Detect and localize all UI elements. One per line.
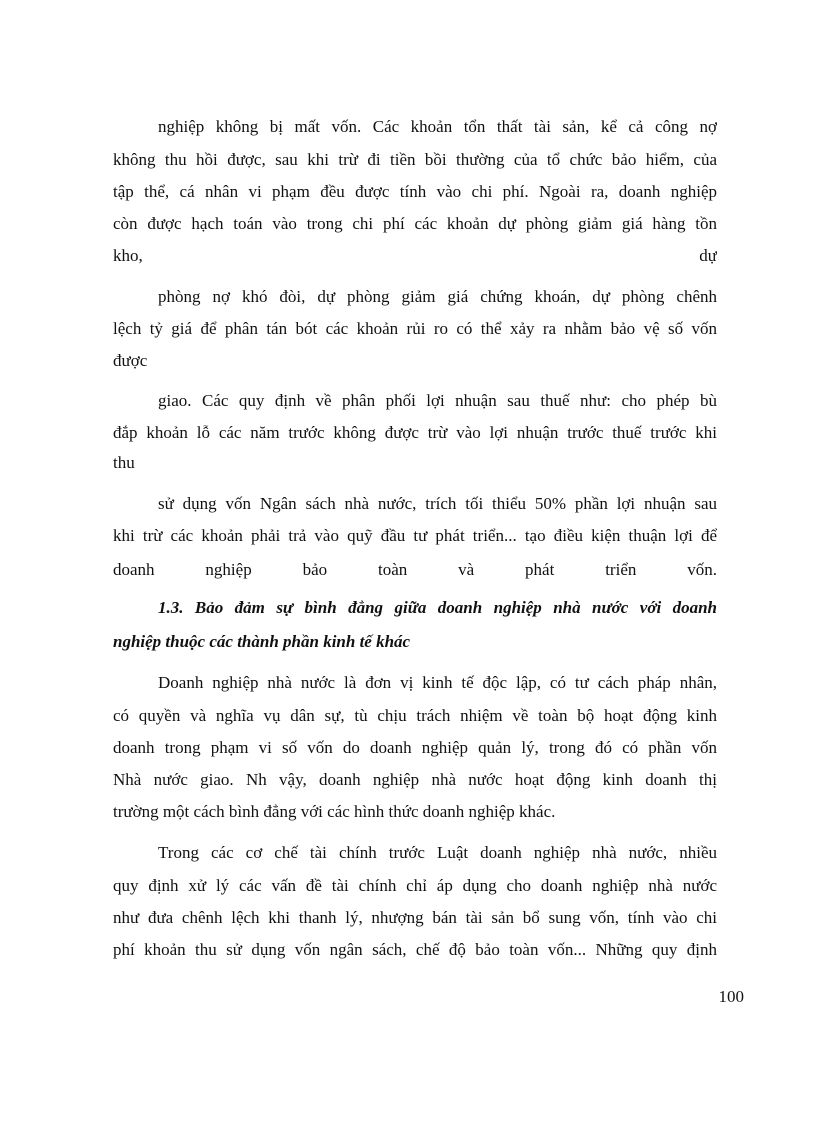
text-line: kho, dự [113, 246, 717, 265]
text-line: Trong các cơ chế tài chính trước Luật doanh nghiệp nhà nước, nhiều [158, 843, 717, 862]
text-line: trường một cách bình đẳng với các hình thức doanh nghiệp khác. [113, 802, 556, 821]
text-line: phòng nợ khó đòi, dự phòng giảm giá chứng khoán, dự phòng chênh [158, 287, 717, 306]
text-line: khi trừ các khoản phải trả vào quỹ đầu tư phát triển... tạo điều kiện thuận lợi để [113, 526, 717, 545]
text-line: còn được hạch toán vào trong chi phí các khoản dự phòng giảm giá hàng tồn [113, 214, 717, 233]
text-line: có quyền và nghĩa vụ dân sự, tù chịu trách nhiệm về toàn bộ hoạt động kinh [113, 706, 717, 725]
text-line: được [113, 351, 148, 370]
text-line: Doanh nghiệp nhà nước là đơn vị kinh tế độc lập, có tư cách pháp nhân, [158, 673, 717, 692]
text-line: đắp khoản lỗ các năm trước không được trừ vào lợi nhuận trước thuế trước khi [113, 423, 717, 442]
text-line: doanh nghiệp bảo toàn và phát triển vốn. [113, 560, 717, 579]
text-line: như đưa chênh lệch khi thanh lý, nhượng bán tài sản bổ sung vốn, tính vào chi [113, 908, 717, 927]
text-line: giao. Các quy định về phân phối lợi nhuận sau thuế như: cho phép bù [158, 391, 717, 410]
text-line: phí khoản thu sử dụng vốn ngân sách, chế độ bảo toàn vốn... Những quy định [113, 940, 717, 959]
text-line: lệch tỷ giá để phân tán bót các khoản rủi ro có thể xảy ra nhằm bảo vệ số vốn [113, 319, 717, 338]
text-line: Nhà nước giao. Nh vậy, doanh nghiệp nhà nước hoạt động kinh doanh thị [113, 770, 717, 789]
section-heading: 1.3. Bảo đảm sự bình đẳng giữa doanh nghiệp nhà nước với doanh [158, 598, 717, 617]
text-line: quy định xử lý các vấn đề tài chính chỉ áp dụng cho doanh nghiệp nhà nước [113, 876, 717, 895]
text-line: nghiệp không bị mất vốn. Các khoản tổn thất tài sản, kể cả công nợ [158, 117, 717, 136]
text-line: thu [113, 453, 135, 472]
section-heading: nghiệp thuộc các thành phần kinh tế khác [113, 632, 411, 651]
text-line: tập thể, cá nhân vi phạm đều được tính vào chi phí. Ngoài ra, doanh nghiệp [113, 182, 717, 201]
text-line: không thu hồi được, sau khi trừ đi tiền bồi thường của tổ chức bảo hiểm, của [113, 150, 717, 169]
text-line: doanh trong phạm vi số vốn do doanh nghiệp quản lý, trong đó có phần vốn [113, 738, 717, 757]
text-line: sử dụng vốn Ngân sách nhà nước, trích tối thiểu 50% phần lợi nhuận sau [158, 494, 717, 513]
page-number: 100 [718, 987, 744, 1006]
